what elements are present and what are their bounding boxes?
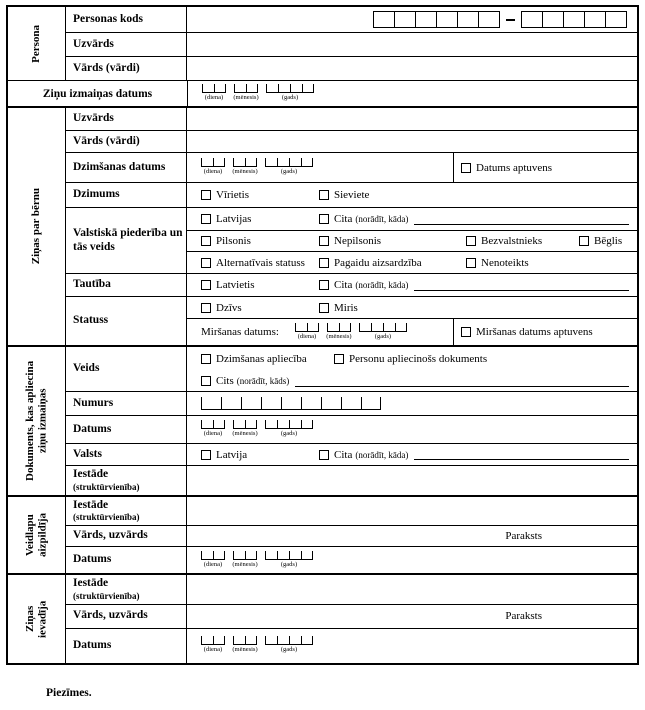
veids-label: Veids — [66, 347, 187, 391]
row-numurs — [66, 391, 637, 415]
row-tautiba — [66, 273, 637, 296]
bezvalstnieks-label: Bezvalstnieks — [481, 235, 543, 247]
section-body-ievade — [66, 575, 637, 663]
checkbox-cita-piederiba[interactable] — [319, 214, 329, 224]
dokuments-datums-field[interactable] — [187, 416, 637, 443]
section-dokuments — [8, 345, 637, 495]
row-ievade-datums — [66, 628, 637, 663]
option-cita-valsts[interactable] — [319, 449, 637, 461]
berns-vards-label: Vārds (vārdi) — [66, 131, 187, 152]
caption-diena: (diena) — [297, 332, 317, 340]
date-year-group — [265, 551, 313, 570]
personu-dokuments-label: Personu apliecinošs dokuments — [349, 353, 488, 365]
row-personas-kods — [66, 7, 637, 32]
option-bezvalstnieks[interactable] — [466, 235, 579, 247]
persona-vards-field[interactable] — [187, 57, 637, 80]
date-month-group — [234, 84, 258, 103]
ievade-iestade-field[interactable] — [187, 575, 637, 604]
date-year-group — [266, 84, 314, 103]
dzimsanas-aplieciba-label: Dzimšanas apliecība — [216, 353, 307, 365]
beglis-label: Bēglis — [594, 235, 623, 247]
checkbox-latvija[interactable] — [201, 450, 211, 460]
cita-piederiba-label: Cita — [334, 213, 353, 225]
tautiba-field — [187, 274, 637, 296]
valstiska-subrow-1 — [187, 208, 637, 230]
tautiba-label: Tautība — [66, 274, 187, 296]
valsts-label: Valsts — [66, 444, 187, 465]
persona-uzvards-label: Uzvārds — [66, 33, 187, 56]
row-ievade-vards — [66, 604, 637, 628]
option-beglis[interactable] — [579, 235, 622, 247]
persona-uzvards-field[interactable] — [187, 33, 637, 56]
section-title-berns: Ziņas par bērnu — [30, 188, 43, 265]
caption-gads: (gads) — [280, 430, 298, 437]
option-virietis[interactable] — [201, 189, 319, 201]
row-veidlapa-datums — [66, 546, 637, 573]
date-day-group — [201, 158, 225, 177]
row-valsts — [66, 443, 637, 465]
dokuments-datums-label: Datums — [66, 416, 187, 443]
row-dzimums — [66, 182, 637, 207]
row-veids — [66, 347, 637, 391]
option-sieviete[interactable] — [319, 189, 369, 201]
veidlapa-datums-field[interactable] — [187, 547, 637, 573]
option-latvijas[interactable] — [201, 213, 319, 225]
zinu-izmainas-date-input[interactable] — [202, 84, 314, 103]
veidlapa-date-input[interactable] — [201, 551, 313, 570]
berns-uzvards-field[interactable] — [187, 108, 637, 130]
caption-gads: (gads) — [280, 168, 298, 175]
berns-uzvards-label: Uzvārds — [66, 108, 187, 130]
pagaidu-label: Pagaidu aizsardzība — [334, 256, 422, 269]
latvijas-label: Latvijas — [216, 213, 252, 225]
cita-valsts-note: (norādīt, kāda) — [355, 449, 409, 460]
dzimsanas-datums-label: Dzimšanas datums — [66, 153, 187, 182]
section-veidlapu-aizpildija — [8, 495, 637, 574]
cita-valsts-write-line[interactable] — [414, 459, 629, 460]
caption-menesis: (mēnesis) — [232, 646, 258, 654]
cits-dokuments-note: (norādīt, kāds) — [236, 376, 290, 386]
veidlapa-iestade-field[interactable] — [187, 497, 637, 526]
row-valstiska-piederiba — [66, 207, 637, 273]
cits-dokuments-label: Cits — [216, 375, 234, 387]
option-dzimsanas-aplieciba[interactable] — [201, 353, 334, 365]
dzimsanas-datums-field[interactable] — [187, 153, 637, 182]
dzimums-label: Dzimums — [66, 183, 187, 207]
section-side-dokuments — [8, 347, 66, 495]
ievade-vards-label: Vārds, uzvārds — [66, 605, 187, 628]
checkbox-virietis[interactable] — [201, 190, 211, 200]
date-year-group — [265, 636, 313, 655]
dash-separator — [506, 19, 515, 21]
section-side-veidlapa — [8, 497, 66, 574]
option-alternativais-statuss[interactable] — [201, 257, 319, 269]
section-title-ievade: Ziņas ievadīja — [23, 600, 49, 638]
option-cita-tautiba[interactable] — [319, 279, 637, 291]
cita-valsts-label: Cita — [334, 448, 353, 461]
veids-subrow-1 — [187, 347, 637, 371]
iestade-label-note: (struktūrvienība) — [73, 512, 140, 523]
option-nepilsonis[interactable] — [319, 235, 466, 247]
miris-label: Miris — [334, 301, 358, 314]
statuss-subrow-2 — [187, 318, 637, 345]
persona-vards-label: Vārds (vārdi) — [66, 57, 187, 80]
cita-tautiba-write-line[interactable] — [414, 290, 629, 291]
dokuments-iestade-label — [66, 466, 187, 495]
caption-menesis: (mēnesis) — [232, 168, 258, 175]
option-pagaidu-aizsardziba[interactable] — [319, 257, 466, 269]
section-persona — [8, 7, 637, 80]
mirsanas-date-input[interactable] — [295, 323, 407, 342]
caption-diena: (diena) — [203, 430, 223, 437]
checkbox-latvijas[interactable] — [201, 214, 211, 224]
latvija-label: Latvija — [216, 448, 248, 461]
cita-piederiba-note: (norādīt, kāda) — [355, 214, 409, 224]
iestade-label-note: (struktūrvienība) — [73, 481, 140, 492]
caption-menesis: (mēnesis) — [232, 430, 258, 437]
sieviete-label: Sieviete — [334, 189, 370, 201]
section-zinas-par-bernu — [8, 106, 637, 345]
option-mirsanas-aptuvens[interactable] — [461, 326, 593, 338]
valstiska-options — [187, 208, 637, 273]
statuss-options — [187, 297, 637, 345]
checkbox-cita-tautiba[interactable] — [319, 280, 329, 290]
veidlapa-datums-label: Datums — [66, 547, 187, 573]
caption-diena: (diena) — [203, 168, 223, 175]
dokuments-iestade-field[interactable] — [187, 466, 637, 495]
option-pilsonis[interactable] — [201, 235, 319, 247]
row-berns-uzvards — [66, 108, 637, 130]
caption-gads: (gads) — [281, 94, 299, 101]
section-zinu-izmainas — [8, 80, 637, 106]
personas-kods-boxes-1 — [373, 11, 500, 28]
option-datums-aptuvens[interactable] — [461, 162, 552, 174]
checkbox-dzimsanas-aplieciba[interactable] — [201, 354, 211, 364]
caption-diena: (diena) — [203, 560, 223, 568]
row-berns-vards — [66, 130, 637, 152]
dokuments-date-input[interactable] — [201, 420, 313, 439]
iestade-label-text: Iestāde — [73, 468, 109, 480]
ievade-datums-field[interactable] — [187, 629, 637, 663]
mirsanas-aptuvens-cell — [453, 319, 637, 345]
date-day-group — [295, 323, 319, 342]
caption-menesis: (mēnesis) — [326, 332, 352, 340]
personas-kods-field[interactable] — [187, 7, 637, 32]
option-personu-dokuments[interactable] — [334, 353, 487, 365]
row-dokuments-iestade — [66, 465, 637, 495]
checkbox-cita-valsts[interactable] — [319, 450, 329, 460]
date-month-group — [233, 158, 257, 177]
date-month-group — [233, 636, 257, 655]
checkbox-nenoteikts[interactable] — [466, 258, 476, 268]
section-body-dokuments — [66, 347, 637, 495]
nenoteikts-label: Nenoteikts — [481, 256, 529, 269]
personas-kods-label: Personas kods — [66, 7, 187, 32]
paraksts-label: Paraksts — [505, 610, 542, 623]
date-day-group — [201, 551, 225, 570]
virietis-label: Vīrietis — [216, 189, 249, 201]
section-title-dokuments: Dokuments, kas apliecina ziņu izmaiņas — [23, 360, 49, 481]
date-month-group — [233, 420, 257, 439]
caption-diena: (diena) — [204, 94, 224, 101]
caption-menesis: (mēnesis) — [233, 94, 259, 101]
option-cita-piederiba[interactable] — [319, 213, 637, 225]
ievade-date-input[interactable] — [201, 636, 313, 655]
valsts-field — [187, 444, 637, 465]
berns-vards-field[interactable] — [187, 131, 637, 152]
section-side-ievade — [8, 575, 66, 663]
date-day-group — [202, 84, 226, 103]
cits-dokuments-write-line[interactable] — [295, 386, 629, 387]
cita-piederiba-write-line[interactable] — [414, 224, 629, 225]
checkbox-pagaidu-aizsardziba[interactable] — [319, 258, 329, 268]
personas-kods-input[interactable] — [373, 11, 627, 28]
checkbox-miris[interactable] — [319, 303, 329, 313]
veids-subrow-2 — [187, 371, 637, 391]
date-day-group — [201, 420, 225, 439]
checkbox-latvietis[interactable] — [201, 280, 211, 290]
pilsonis-label: Pilsonis — [216, 235, 251, 247]
statuss-subrow-1 — [187, 297, 637, 318]
date-year-group — [265, 420, 313, 439]
caption-gads: (gads) — [374, 332, 392, 340]
date-day-group — [201, 636, 225, 655]
row-dzimsanas-datums — [66, 152, 637, 182]
iestade-label-text: Iestāde — [73, 498, 109, 511]
section-side-persona — [8, 7, 66, 80]
checkbox-pilsonis[interactable] — [201, 236, 211, 246]
datums-aptuvens-cell — [453, 153, 637, 182]
valstiska-subrow-3 — [187, 251, 637, 273]
personas-kods-boxes-2 — [521, 11, 627, 28]
latvietis-label: Latvietis — [216, 279, 255, 291]
dzivs-label: Dzīvs — [216, 301, 242, 314]
section-title-veidlapa: Veidlapu aizpildīja — [23, 512, 49, 557]
numurs-input[interactable] — [201, 397, 381, 410]
caption-gads: (gads) — [280, 646, 298, 654]
checkbox-bezvalstnieks[interactable] — [466, 236, 476, 246]
ievade-iestade-label — [66, 575, 187, 604]
numurs-field[interactable] — [187, 392, 637, 415]
row-statuss — [66, 296, 637, 345]
row-dokuments-datums — [66, 415, 637, 443]
dzimums-field — [187, 183, 637, 207]
zinu-izmainas-datums-field[interactable] — [188, 81, 637, 106]
statuss-label: Statuss — [66, 297, 187, 345]
option-dzivs[interactable] — [201, 302, 319, 314]
caption-diena: (diena) — [203, 646, 223, 654]
option-miris[interactable] — [319, 302, 358, 314]
zinu-izmainas-label: Ziņu izmaiņas datums — [8, 81, 188, 106]
cita-tautiba-label: Cita — [334, 279, 353, 291]
dzimsanas-date-input[interactable] — [201, 158, 313, 177]
checkbox-dzivs[interactable] — [201, 303, 211, 313]
checkbox-mirsanas-aptuvens[interactable] — [461, 327, 471, 337]
paraksts-label: Paraksts — [505, 530, 542, 543]
mirsanas-datums-label: Miršanas datums: — [201, 326, 279, 338]
date-year-group — [359, 323, 407, 342]
section-zinas-ievadija — [8, 573, 637, 663]
veidlapa-iestade-label — [66, 497, 187, 526]
checkbox-alternativais-statuss[interactable] — [201, 258, 211, 268]
piezimes-label: Piezīmes. — [46, 687, 92, 699]
cita-tautiba-note: (norādīt, kāda) — [355, 280, 409, 290]
date-month-group — [327, 323, 351, 342]
row-ievade-iestade — [66, 575, 637, 604]
veidlapa-vards-field[interactable] — [187, 526, 637, 546]
checkbox-personu-dokuments[interactable] — [334, 354, 344, 364]
checkbox-nepilsonis[interactable] — [319, 236, 329, 246]
iestade-label-note: (struktūrvienība) — [73, 590, 140, 601]
form-table — [6, 5, 639, 665]
option-latvietis[interactable] — [201, 279, 319, 291]
option-nenoteikts[interactable] — [466, 257, 529, 269]
nepilsonis-label: Nepilsonis — [334, 235, 382, 247]
date-month-group — [233, 551, 257, 570]
ievade-datums-label: Datums — [66, 629, 187, 663]
section-body-veidlapa — [66, 497, 637, 574]
row-veidlapa-iestade — [66, 497, 637, 526]
datums-aptuvens-label: Datums aptuvens — [476, 161, 553, 174]
checkbox-datums-aptuvens[interactable] — [461, 163, 471, 173]
section-body-persona — [66, 7, 637, 80]
row-veidlapa-vards — [66, 525, 637, 546]
option-latvija[interactable] — [201, 449, 319, 461]
checkbox-beglis[interactable] — [579, 236, 589, 246]
section-body-berns — [66, 108, 637, 345]
alternativais-label: Alternatīvais statuss — [216, 256, 305, 269]
option-cits-dokuments[interactable] — [201, 375, 637, 387]
valstiska-subrow-2 — [187, 230, 637, 251]
caption-menesis: (mēnesis) — [232, 560, 258, 568]
numurs-label: Numurs — [66, 392, 187, 415]
veids-options — [187, 347, 637, 391]
checkbox-sieviete[interactable] — [319, 190, 329, 200]
row-persona-vards — [66, 56, 637, 80]
ievade-vards-field[interactable] — [187, 605, 637, 628]
valstiska-label: Valstiskā piederība un tās veids — [66, 208, 187, 273]
date-year-group — [265, 158, 313, 177]
iestade-label-text: Iestāde — [73, 577, 109, 590]
section-side-berns — [8, 108, 66, 345]
row-persona-uzvards — [66, 32, 637, 56]
mirsanas-aptuvens-label: Miršanas datums aptuvens — [476, 326, 593, 338]
caption-gads: (gads) — [280, 560, 298, 568]
veidlapa-vards-label: Vārds, uzvārds — [66, 526, 187, 546]
checkbox-cits-dokuments[interactable] — [201, 376, 211, 386]
section-title-persona: Persona — [30, 24, 43, 63]
